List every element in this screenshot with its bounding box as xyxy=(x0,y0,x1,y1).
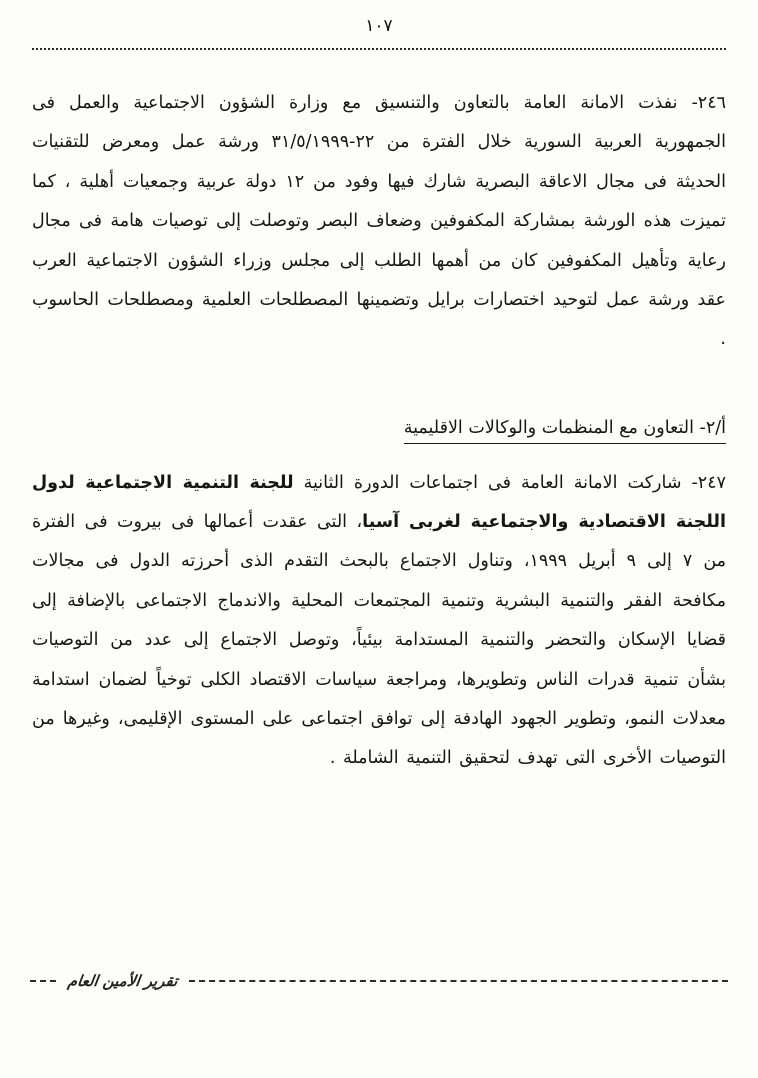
section-heading-text: أ/٢- التعاون مع المنظمات والوكالات الاقليمية xyxy=(404,418,726,444)
paragraph-246: ٢٤٦- نفذت الامانة العامة بالتعاون والتنسيق مع وزارة الشؤون الاجتماعية والعمل فى الجمهورية العربية السورية خلال الفترة من ٢٢-٣١/٥/١٩٩٩ ورشة عمل ومعرض للتقنيات الحديثة فى مجال الاعاقة البصرية شارك فيها وفود من ١٢ دولة عربية وجمعيات أهلية ، كما تميزت هذه الورشة بمشاركة المكفوفين وضعاف البصر وتوصلت إلى توصيات هامة فى مجال رعاية وتأهيل المكفوفين كان من أهمها الطلب إلى مجلس وزراء الشؤون الاجتماعية العرب عقد ورشة عمل لتوحيد اختصارات برايل وتضمينها المصطلحات العلمية ومصطلحات الحاسوب . xyxy=(32,93,727,350)
section-heading xyxy=(32,418,726,438)
footer-dash-right xyxy=(189,980,728,982)
page-number: ١٠٧ xyxy=(365,16,393,36)
paragraph-247-bold-segment: للجنة التنمية الاجتماعية لدول اللجنة الاقتصادية والاجتماعية لغربى آسيا xyxy=(32,472,726,532)
footer-signature-text: تقرير الأمين العام xyxy=(66,972,179,990)
paragraph-247-text-after: ، التى عقدت أعمالها فى بيروت فى الفترة من ٧ إلى ٩ أبريل ١٩٩٩، وتناول الاجتماع بالبحث التقدم الذى أحرزته الدول فى مجالات مكافحة الفقر والتنمية البشرية وتنمية المجتمعات المحلية والاندماج الاجتماعى بالإضافة إلى قضايا الإسكان والتحضر والتنمية المستدامة بيئياً، وتوصل الاجتماع إلى عدد من التوصيات بشأن تنمية قدرات الناس وتطويرها، ومراجعة سياسات الاقتصاد الكلى توخياً لضمان استدامة معدلات النمو، وتطوير الجهود الهادفة إلى توافق اجتماعى على المستوى الإقليمى، وغيرها من التوصيات الأخرى التى تهدف لتحقيق التنمية الشاملة . xyxy=(32,512,727,769)
dotted-separator xyxy=(32,46,726,50)
paragraph-247 xyxy=(32,464,726,779)
footer-signature-rule xyxy=(30,972,728,990)
footer-dash-left xyxy=(30,980,56,982)
paragraph-247-text-before: ٢٤٧- شاركت الامانة العامة فى اجتماعات الدورة الثانية xyxy=(293,472,726,493)
